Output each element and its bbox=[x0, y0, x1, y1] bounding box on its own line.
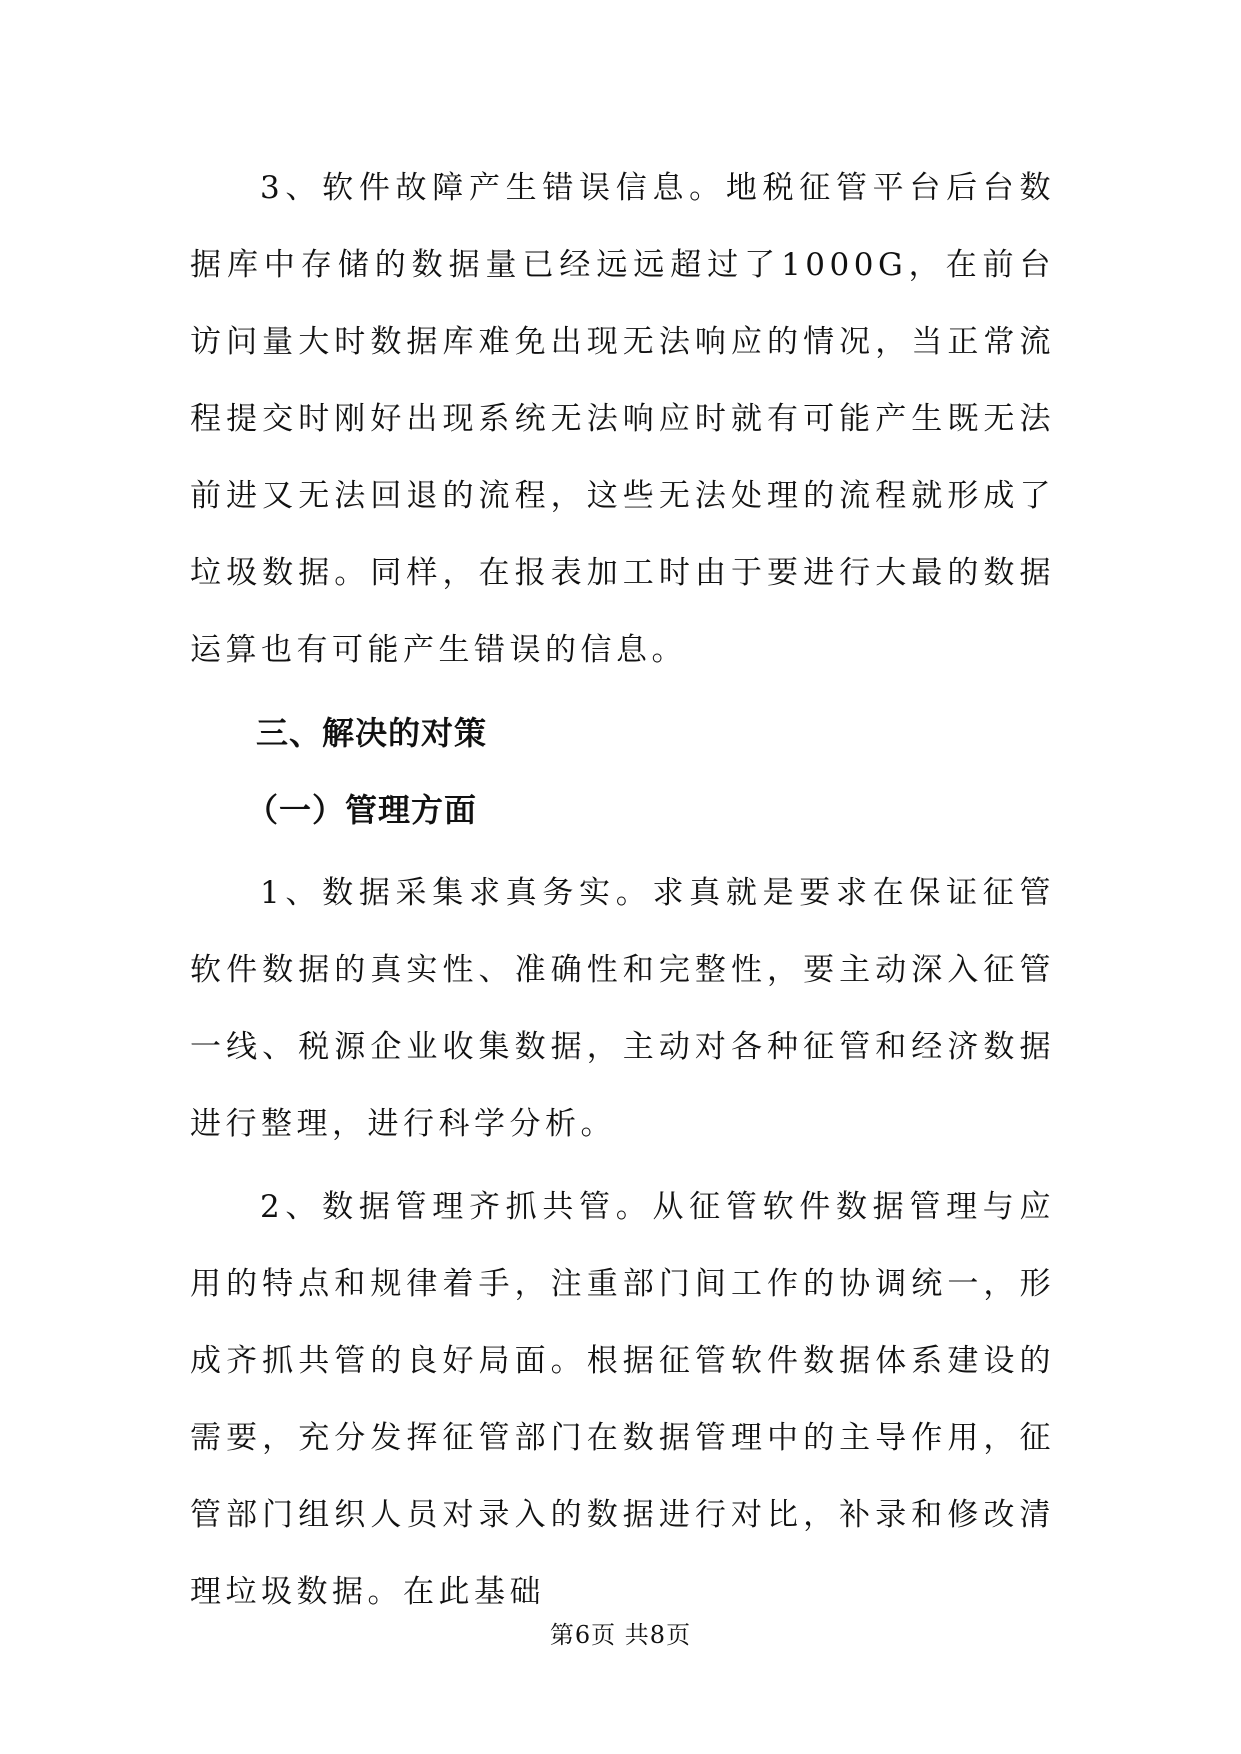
subsection-heading-management: （一）管理方面 bbox=[246, 791, 478, 829]
page-footer: 第6页 共8页 bbox=[549, 1621, 692, 1649]
paragraph-software-fault: 3、软件故障产生错误信息。地税征管平台后台数据库中存储的数据量已经远远超过了1000G，在前台访问量大时数据库难免出现无法响应的情况，当正常流程提交时刚好出现系统无法响应时就有可能产生既无法前进又无法回退的流程，这些无法处理的流程就形成了垃圾数据。同样，在报表加工时由于要进行大最的数据运算也有可能产生错误的信息。 bbox=[190, 170, 1055, 668]
paragraph-data-management: 2、数据管理齐抓共管。从征管软件数据管理与应用的特点和规律着手，注重部门间工作的协调统一，形成齐抓共管的良好局面。根据征管软件数据体系建设的需要，充分发挥征管部门在数据管理中的主导作用，征管部门组织人员对录入的数据进行对比，补录和修改清理垃圾数据。在此基础 bbox=[190, 1189, 1055, 1610]
paragraph-data-collection: 1、数据采集求真务实。求真就是要求在保证征管软件数据的真实性、准确性和完整性，要主动深入征管一线、税源企业收集数据，主动对各种征管和经济数据进行整理，进行科学分析。 bbox=[190, 875, 1055, 1142]
document-body bbox=[190, 150, 1055, 1631]
section-heading-countermeasures: 三、解决的对策 bbox=[256, 714, 488, 752]
